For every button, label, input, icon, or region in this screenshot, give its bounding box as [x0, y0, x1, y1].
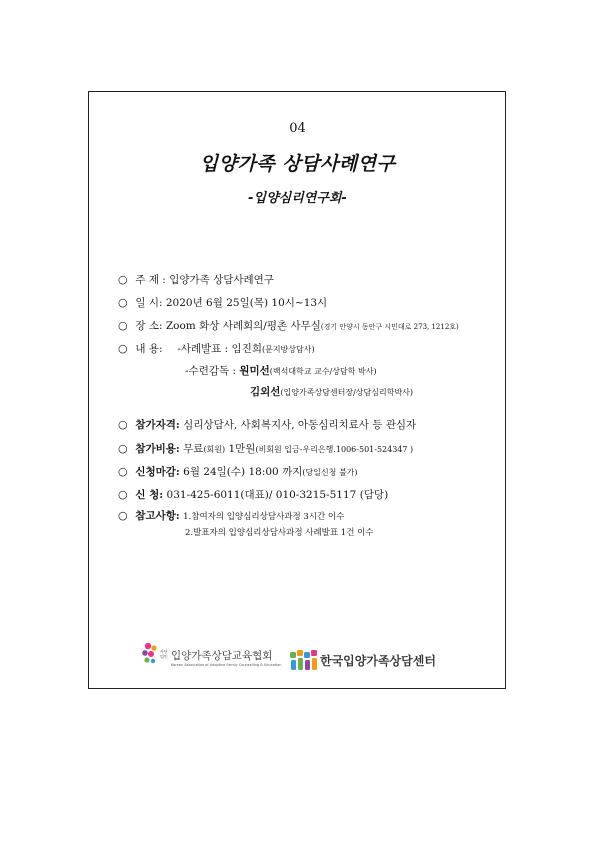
bullet-icon: ○: [118, 488, 128, 501]
bullet-icon: ○: [118, 465, 128, 478]
deadline-label: 신청마감:: [135, 466, 180, 478]
bullet-icon: ○: [118, 319, 128, 332]
datetime-row: [118, 296, 327, 310]
notes-row: [118, 509, 344, 524]
topic-value: 입양가족 상담사례연구: [169, 274, 274, 286]
center-logo: [289, 648, 439, 674]
bullet-icon: ○: [118, 296, 128, 309]
association-name: 입양가족상담교육협회: [171, 650, 273, 662]
notes-item-2: 2.발표자의 입양심리상담사과정 사례발표 1건 이수: [185, 528, 374, 538]
contact-row: [118, 488, 388, 502]
datetime-value: 2020년 6월 25일(목) 10시~13시: [165, 297, 328, 309]
place-row: [118, 319, 459, 334]
bullet-icon: ○: [118, 273, 128, 286]
notes-label: 참고사항:: [135, 510, 180, 522]
place-value: Zoom 화상 사례회의/평촌 사무실: [165, 320, 321, 332]
center-logo-icon: [289, 648, 319, 674]
eligibility-row: [118, 418, 416, 432]
supervisor1-name: 원미선: [239, 365, 270, 377]
fee-members-note: (회원): [203, 445, 226, 454]
association-logo: [141, 640, 281, 670]
supervision-label: -수련감독 :: [185, 365, 236, 377]
supervisor2-note: (입양가족상담센터장/상담심리학박사): [280, 388, 414, 397]
eligibility-label: 참가자격:: [135, 419, 180, 431]
topic-label: 주 제 :: [135, 274, 166, 286]
fee-label: 참가비용:: [135, 443, 180, 455]
contact-value: 031-425-6011(대표)/ 010-3215-5117 (담당): [166, 489, 389, 501]
contact-label: 신 청:: [135, 489, 164, 501]
presentation-label: -사례발표 :: [177, 343, 229, 355]
fee-row: [118, 442, 413, 457]
bullet-icon: ○: [118, 342, 128, 355]
deadline-row: [118, 465, 358, 480]
fee-non-members: 1만원: [228, 443, 256, 455]
bullet-icon: ○: [118, 509, 128, 522]
supervisor2-name: 김외선: [250, 386, 281, 398]
supervisor2-row: [250, 385, 413, 400]
place-address: (경기 안양시 동안구 시민대로 273, 1212호): [320, 323, 459, 331]
deadline-note: (당일신청 불가): [302, 468, 358, 477]
bullet-icon: ○: [118, 418, 128, 431]
fee-members: 무료: [183, 443, 204, 455]
association-prefix: 사단 법인: [160, 649, 168, 659]
presenter-name: 임진희: [231, 343, 262, 355]
topic-row: [118, 273, 274, 287]
notes-item-1: 1.참여자의 입양심리상담사과정 3시간 이수: [183, 512, 345, 522]
page-number: 04: [289, 121, 306, 136]
supervisor1-note: (백석대학교 교수/상담학 박사): [269, 367, 377, 376]
content-row: [118, 342, 315, 357]
presenter-note: (문지방상담사): [261, 345, 315, 354]
center-name: 한국입양가족상담센터: [320, 654, 436, 668]
fee-non-members-note: (비회원 입금-우리은행.1006-501-524347 ): [255, 445, 414, 454]
content-label: 내 용:: [135, 343, 163, 355]
deadline-value: 6월 24일(수) 18:00 까지: [183, 466, 303, 478]
document-title: 입양가족 상담사례연구: [199, 153, 396, 175]
association-english-name: Korean Association of Adoptive Family Counselling & Education: [171, 663, 282, 667]
document-subtitle: -입양심리연구회-: [248, 191, 347, 206]
datetime-label: 일 시:: [135, 297, 163, 309]
eligibility-value: 심리상담사, 사회복지사, 아동심리치료사 등 관심자: [183, 419, 417, 431]
supervision-row: [185, 364, 377, 379]
bullet-icon: ○: [118, 442, 128, 455]
place-label: 장 소:: [135, 320, 163, 332]
